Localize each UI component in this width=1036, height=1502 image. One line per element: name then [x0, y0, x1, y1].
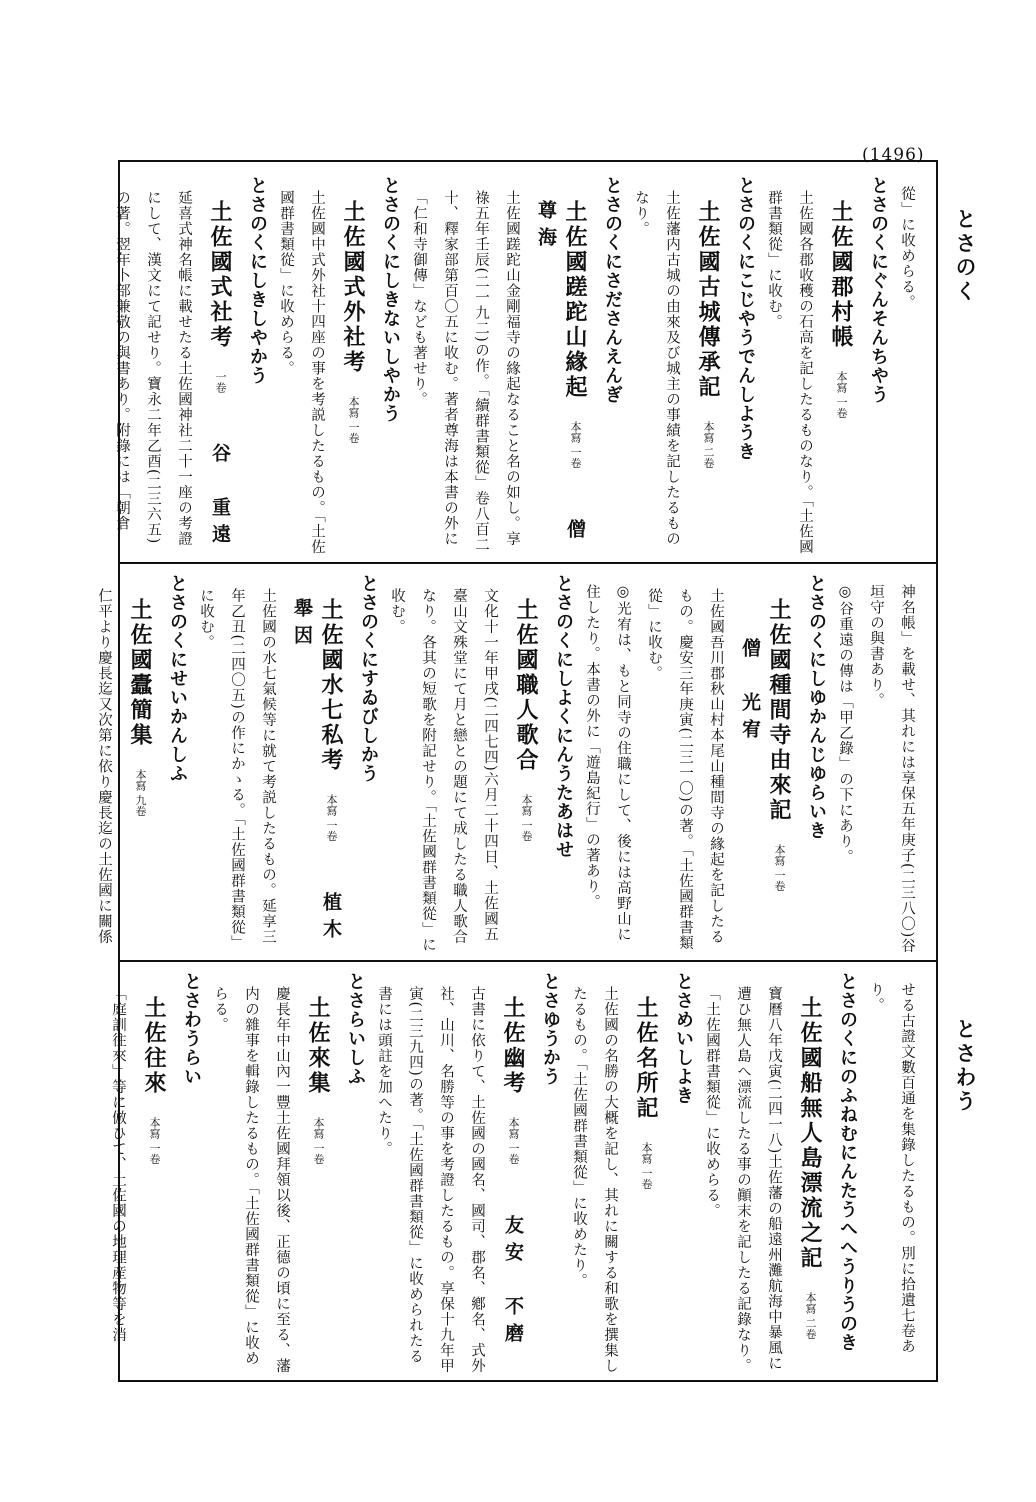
entry-title-line — [826, 200, 857, 556]
entry-title-line — [795, 996, 826, 1374]
band-divider-1 — [118, 562, 938, 564]
entry-description: 土佐國中式外社十四座の事を考説したるもの。「土佐國群書類從」に收めらる。 — [278, 190, 325, 555]
entry-description: 古書に依りて、土佐國の國名、國司、郡名、鄕名、式外社、山川、名勝等の事を考證したるもの。享保十九年甲寅(二三九四)の著。「土佐國群書類從」に收められたる書には頭註を加へたり。 — [376, 986, 485, 1374]
entry-description: 土佐國各郡收穫の石高を記したるものなり。「土佐國群書類從」に收む。 — [766, 190, 813, 555]
entry-volume: 本寫 一卷 — [325, 793, 338, 842]
entry-volume: 本寫 九卷 — [134, 768, 147, 817]
entry-volume: 本寫 一卷 — [569, 420, 582, 469]
entry-reading: とさのくにさださんえんぎ — [602, 176, 623, 404]
entry-description: 土佐國吾川郡秋山村本尾山種間寺の緣起を記したるもの。慶安三年庚寅(二三一〇)の著。「土佐國群書類從」に收む。 — [646, 588, 724, 951]
entry-volume: 本寫 二卷 — [804, 1291, 817, 1340]
entry-meisho — [563, 972, 696, 1374]
entry-title: 土佐幽考 — [500, 996, 526, 1096]
entry-reading: とさのくにぐんそんちやう — [868, 176, 889, 404]
entry-shukanji — [576, 574, 829, 954]
entry-title-line — [511, 598, 542, 954]
entry-volume: 本寫 一卷 — [835, 370, 848, 419]
entry-volume: 本寫 一卷 — [312, 1116, 325, 1165]
entry-description: 土佐國蹉跎山金剛福寺の緣起なること名の如し。享祿五年壬辰(二一九二)の作。「續群書類從」卷八百二十、釋家部第百〇五に收む。著者尊海は本書の外に「仁和寺御傳」なども著せり。 — [411, 190, 520, 553]
entry-description: 仁平より慶長迄又次第に依り慶長迄の土佐國に關係 — [96, 588, 112, 945]
entry-volume: 本寫 一卷 — [148, 1116, 161, 1165]
entry-author: 谷 重遠 — [209, 443, 231, 552]
entry-reading: とさのくにこじやうでんしようき — [735, 176, 756, 461]
entry-shokunin — [381, 574, 576, 954]
entry-author: 植木 舉因 — [291, 598, 342, 973]
entry-title: 土佐國蹉跎山緣起 — [562, 200, 588, 400]
entry-title: 土佐國古城傳承記 — [695, 200, 721, 400]
entry-reading: とさのくにすゐびしかう — [358, 574, 379, 783]
band-top — [114, 176, 936, 600]
entry-reading: とさのくにしよくにんうたあはせ — [553, 574, 574, 859]
entry-description: 土佐國の名勝の大概を記し、其れに關する和歌を撰集したるもの。「土佐國群書類從」に收めたり。 — [571, 986, 618, 1374]
entry-hyoryu — [696, 972, 860, 1374]
entry-raishu — [204, 972, 368, 1374]
entry-title: 土佐國蠹簡集 — [127, 598, 153, 748]
entry-title: 土佐國職人歌合 — [513, 598, 539, 773]
entry-title-line — [139, 996, 170, 1374]
entry-reading: とさのくにせいかんしふ — [167, 574, 188, 783]
entry-description: 延喜式神名帳に載せたる土佐國神社二十一座の考證にして、漢文にて記せり。寶永二年乙酉(二三六五)の著。翌年卜部兼敬の與書あり。附錄には「朝倉 — [114, 190, 192, 547]
entry-volume: 本寫 一卷 — [773, 843, 786, 892]
entry-gunsoncho — [758, 176, 891, 556]
entry-reading: とさのくにのふねむにんたうへへうりうのき — [837, 972, 858, 1352]
entry-reading: とさめいしよき — [673, 972, 694, 1105]
note-middle: ◎谷重遠の傳は「甲乙錄」の下にあり。 — [837, 584, 853, 865]
entry-title: 土佐國船無人島漂流之記 — [797, 996, 823, 1271]
entry-reading: とさらいしふ — [345, 972, 366, 1086]
entry-volume: 本寫 一卷 — [520, 793, 533, 842]
entry-title-line — [533, 200, 591, 600]
entry-reading: とさゆうかう — [540, 972, 561, 1086]
entry-title: 土佐名所記 — [633, 996, 659, 1121]
entry-description: 「庭訓往來」等に倣ひて、土佐國の地理産物等を消 — [110, 986, 126, 1343]
entry-title-line — [693, 200, 724, 556]
entry-shikisha — [106, 176, 270, 556]
entry-description: 文化十一年甲戌(二四七四)六月二十四日、土佐國五臺山文殊堂にて月と戀との題にて成したる職人歌合なり。各其の短歌を附記せり。「土佐國群書類從」に收む。 — [389, 588, 498, 953]
entry-title-line — [303, 996, 334, 1374]
entry-volume: 本寫 一卷 — [507, 1116, 520, 1165]
page-number: (1496) — [862, 145, 925, 165]
entry-title-line — [125, 598, 156, 954]
entry-shikigaisha — [270, 176, 403, 556]
entry-reading: とさのくにしゆかんじゆらいき — [806, 574, 827, 840]
continuation-bottom: せる古證文數百通を集錄したるもの。別に拾遺七卷あり。 — [868, 982, 915, 1354]
entry-suibi — [190, 574, 381, 973]
entry-volume: 本寫 二卷 — [702, 420, 715, 469]
entry-reading: とさのくにしきないしやかう — [380, 176, 401, 423]
entry-title-line — [205, 200, 236, 556]
entry-title: 土佐國式社考 — [207, 200, 233, 350]
entry-reading: とさのくにしきしやかう — [247, 176, 268, 385]
header-right: とさのく — [953, 208, 978, 304]
continuation-top: 從」に收めらる。 — [899, 186, 915, 310]
entry-author: 僧 光宥 — [739, 638, 761, 746]
entry-orai — [102, 972, 204, 1374]
entry-volume: 一卷 — [214, 370, 227, 393]
entry-sadasan — [403, 176, 625, 600]
entry-author: 僧 尊海 — [535, 200, 586, 600]
entry-title: 土佐國水七私考 — [318, 598, 344, 773]
entry-title-line — [289, 598, 347, 973]
entry-title: 土佐來集 — [305, 996, 331, 1096]
entry-note: ◎光宥は、もと同寺の住職にして、後には高野山に住したり。本書の外に「遊島紀行」の著あり。 — [584, 584, 631, 942]
entry-description: 寶曆八年戊寅(二四一八)土佐藩の船遠州灘航海中暴風に遭ひ無人島へ漂流したる事の顚末を記したる記錄なり。「土佐國群書類從」に收めらる。 — [704, 986, 782, 1374]
band-bottom — [110, 972, 936, 1374]
entry-volume: 本寫 一卷 — [347, 395, 360, 444]
entry-title-line — [498, 996, 529, 1374]
entry-seikan — [88, 574, 190, 954]
entry-author: 友安 不磨 — [502, 1214, 524, 1350]
entry-kojo — [625, 176, 758, 556]
band-divider-2 — [118, 960, 938, 962]
entry-title: 土佐國式外社考 — [340, 200, 366, 375]
entry-title: 土佐往來 — [141, 996, 167, 1096]
entry-title-line — [631, 996, 662, 1374]
entry-title: 土佐國種間寺由來記 — [766, 598, 792, 823]
entry-title: 土佐國郡村帳 — [828, 200, 854, 350]
entry-reading: とさわうらい — [181, 972, 202, 1086]
entry-title-line — [338, 200, 369, 556]
entry-description: 慶長年中山內一豐土佐國拜領以後、正德の頃に至る、藩内の雜事を輯錄したるもの。「土佐國群書類從」に收めらる。 — [212, 986, 290, 1374]
header-middle: とさわう — [953, 1018, 978, 1114]
entry-volume: 本寫 一卷 — [640, 1141, 653, 1190]
entry-description: 土佐藩内古城の由來及び城主の事績を記したるものなり。 — [633, 190, 680, 547]
continuation-middle: 神名帳」を載せ、其れには享保五年庚子(二三八〇)谷垣守の與書あり。 — [868, 584, 915, 954]
band-middle — [96, 574, 936, 973]
entry-yuko — [368, 972, 563, 1374]
entry-title-line — [737, 598, 795, 954]
entry-description: 土佐國の水七氣候等に就て考説したるもの。延享三年乙丑(二四〇五)の作にかゝる。「土佐國群書類從」に收む。 — [198, 588, 276, 951]
